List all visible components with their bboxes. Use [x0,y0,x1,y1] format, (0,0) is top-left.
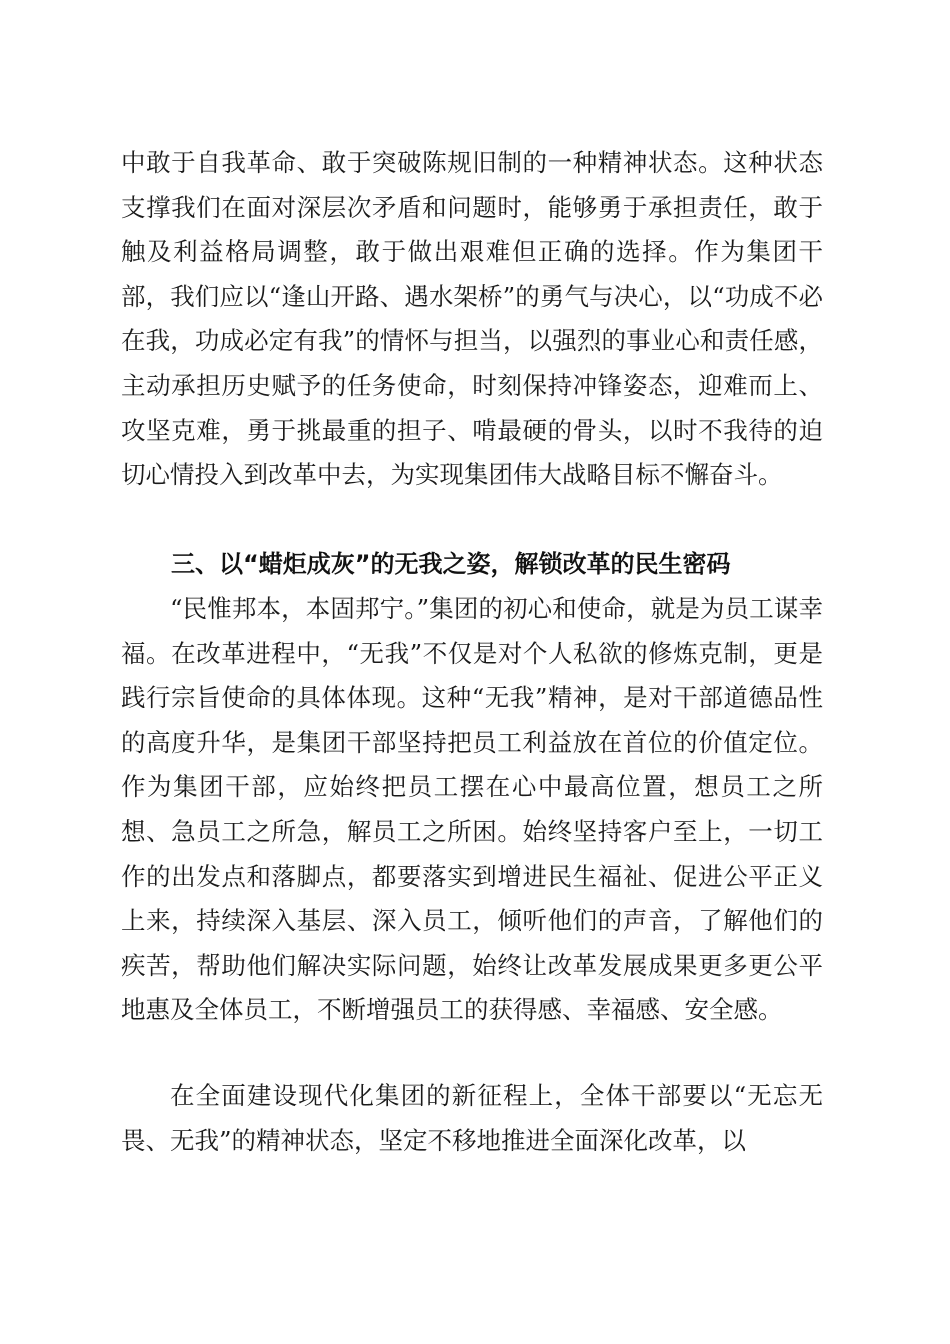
body-paragraph-conclusion: 在全面建设现代化集团的新征程上，全体干部要以“无忘无畏、无我”的精神状态，坚定不移地推进全面深化改革，以 [121,1081,823,1155]
body-paragraph-continued: 中敢于自我革命、敢于突破陈规旧制的一种精神状态。这种状态支撑我们在面对深层次矛盾和问题时，能够勇于承担责任，敢于触及利益格局调整，敢于做出艰难但正确的选择。作为集团干部，我们应以“逢山开路、遇水架桥”的勇气与决心，以“功成不必在我，功成必定有我”的情怀与担当，以强烈的事业心和责任感，主动承担历史赋予的任务使命，时刻保持冲锋姿态，迎难而上、攻坚克难，勇于挑最重的担子、啃最硬的骨头，以时不我待的迫切心情投入到改革中去，为实现集团伟大战略目标不懈奋斗。 [121,148,823,490]
section-heading: 三、以“蜡炬成灰”的无我之姿，解锁改革的民生密码 [171,550,731,578]
body-paragraph-section3: “民惟邦本，本固邦宁。”集团的初心和使命，就是为员工谋幸福。在改革进程中，“无我”不仅是对个人私欲的修炼克制，更是践行宗旨使命的具体体现。这种“无我”精神，是对干部道德品性的高度升华，是集团干部坚持把员工利益放在首位的价值定位。作为集团干部，应始终把员工摆在心中最高位置，想员工之所想、急员工之所急，解员工之所困。始终坚持客户至上，一切工作的出发点和落脚点，都要落实到增进民生福祉、促进公平正义上来，持续深入基层、深入员工，倾听他们的声音，了解他们的疾苦，帮助他们解决实际问题，始终让改革发展成果更多更公平地惠及全体员工，不断增强员工的获得感、幸福感、安全感。 [121,594,823,1025]
